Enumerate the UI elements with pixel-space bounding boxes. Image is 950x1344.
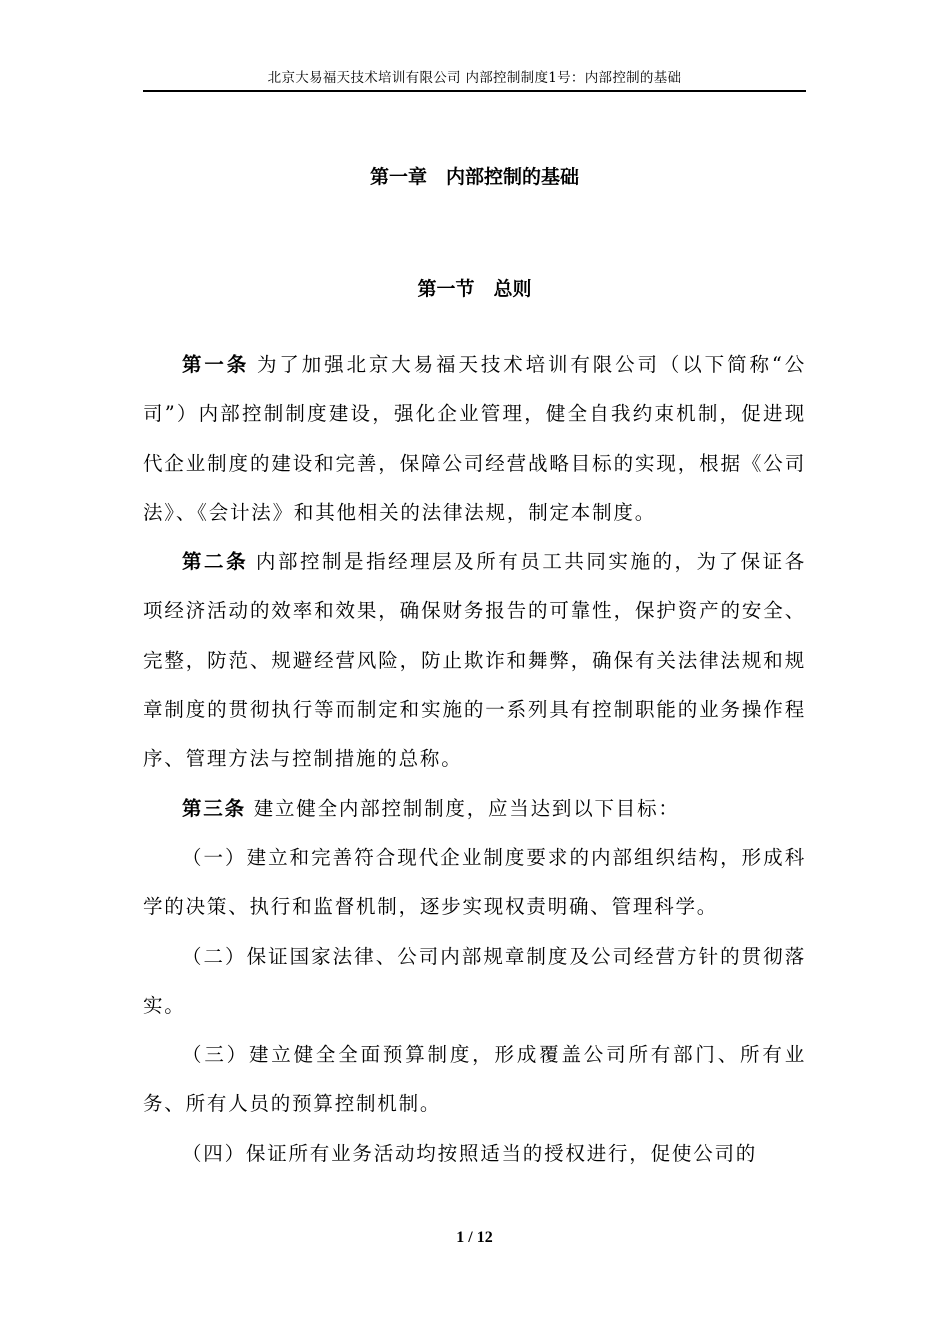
chapter-title: 第一章 内部控制的基础 [369,166,579,188]
article-3-label: 第三条 [182,796,246,820]
list-item-2: （二）保证国家法律、公司内部规章制度及公司经营方针的贯彻落实。 [143,944,806,1017]
list-item-3: （三）建立健全全面预算制度，形成覆盖公司所有部门、所有业务、所有人员的预算控制机制。 [143,1043,806,1116]
list-item-1: （一）建立和完善符合现代企业制度要求的内部组织结构，形成科学的决策、执行和监督机制，逐步实现权责明确、管理科学。 [143,845,806,919]
document-body [143,340,806,1178]
article-2 [143,537,806,783]
article-3 [143,784,806,833]
article-2-label: 第二条 [182,550,249,574]
article-3-text: 建立健全内部控制制度，应当达到以下目标： [253,796,680,820]
article-1-text: 为了加强北京大易福天技术培训有限公司（以下简称“公司”）内部控制制度建设，强化企业管理，健全自我约束机制，促进现代企业制度的建设和完善，保障公司经营战略目标的实现，根据《公司法》、《会计法》和其他相关的法律法规，制定本制度。 [143,353,806,524]
page-header: 北京大易福天技术培训有限公司 内部控制制度1号：内部控制的基础 [143,68,806,92]
article-1 [143,340,806,537]
page-number: 1 / 12 [456,1229,493,1246]
article-2-text: 内部控制是指经理层及所有员工共同实施的，为了保证各项经济活动的效率和效果，确保财务报告的可靠性，保护资产的安全、完整，防范、规避经营风险，防止欺诈和舞弊，确保有关法律法规和规章制度的贯彻执行等而制定和实施的一系列具有控制职能的业务操作程序、管理方法与控制措施的总称。 [143,550,806,771]
list-item-4: （四）保证所有业务活动均按照适当的授权进行，促使公司的 [182,1141,758,1165]
section-title: 第一节 总则 [417,278,532,300]
article-1-label: 第一条 [182,353,250,376]
